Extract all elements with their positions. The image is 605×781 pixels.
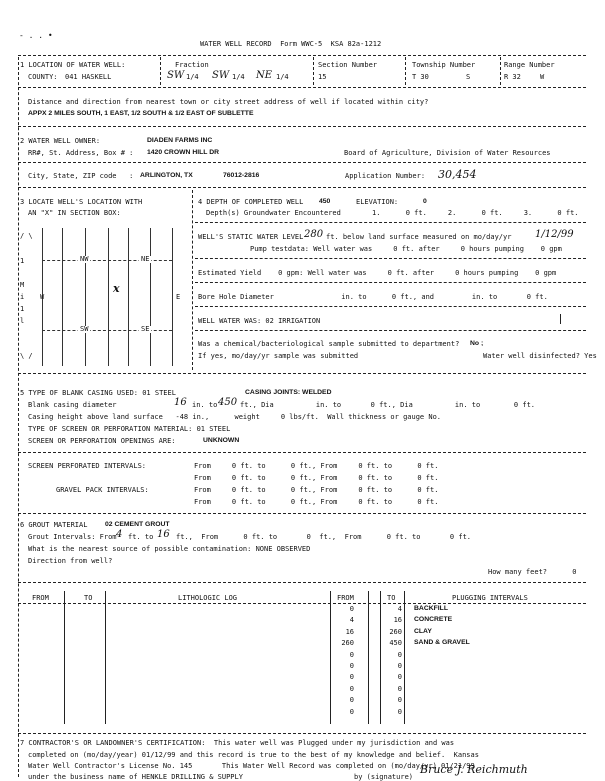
plug-from-cell: 0 bbox=[349, 696, 354, 704]
casing-height: Casing height above land surface -48 in., weight 0 lbs/ft. Wall thickness or gauge No. bbox=[28, 413, 442, 421]
elevation-label: ELEVATION: bbox=[356, 198, 399, 206]
direction-from-well: Direction from well? bbox=[28, 557, 113, 565]
rule bbox=[18, 126, 586, 127]
direction-answer: APPX 2 MILES SOUTH, 1 EAST, 1/2 SOUTH & 1/2 EAST OF SUBLETTE bbox=[28, 110, 254, 117]
owner-name: DIADEN FARMS INC bbox=[147, 137, 213, 144]
section-box-line bbox=[85, 228, 86, 366]
static-date: 1/12/99 bbox=[535, 229, 574, 240]
township-dir: S bbox=[466, 73, 471, 81]
plug-from-cell: 0 bbox=[349, 651, 354, 659]
screen-interval-row: From 0 ft. to 0 ft., From 0 ft. to 0 ft. bbox=[194, 474, 439, 482]
casing-depth: 450 bbox=[218, 397, 238, 408]
plug-to-cell: 0 bbox=[397, 696, 402, 704]
disinfected: Water well disinfected? Yes bbox=[483, 352, 597, 360]
certification-line-4: under the business name of HENKLE DRILLING & SUPPLY bbox=[28, 773, 243, 781]
contamination-source: What is the nearest source of possible contamination: NONE OBSERVED bbox=[28, 545, 311, 553]
static-value: 280 bbox=[304, 229, 324, 240]
depth-value: 450 bbox=[319, 198, 331, 205]
section-box-se: SE bbox=[141, 325, 150, 333]
application-number: 30,454 bbox=[438, 168, 477, 181]
section-box-ne: NE bbox=[141, 255, 150, 263]
township-value: T 30 bbox=[412, 73, 429, 81]
chem-question: Was a chemical/bacteriological sample submitted to department? bbox=[198, 340, 460, 348]
gravel-interval-row: From 0 ft. to 0 ft., From 0 ft. to 0 ft. bbox=[194, 498, 439, 506]
locate-label: 3 LOCATE WELL'S LOCATION WITH bbox=[20, 198, 143, 206]
rule bbox=[195, 282, 586, 283]
rule bbox=[195, 306, 586, 307]
rule bbox=[195, 258, 586, 259]
divider bbox=[500, 57, 501, 85]
range-dir: W bbox=[540, 73, 545, 81]
elevation-value: 0 bbox=[423, 198, 427, 205]
grout-material: 02 CEMENT GROUT bbox=[105, 521, 170, 528]
rule bbox=[18, 603, 586, 604]
log-column-line bbox=[404, 591, 405, 724]
depth-label: 4 DEPTH OF COMPLETED WELL bbox=[198, 198, 304, 206]
rule bbox=[18, 733, 586, 734]
compass-slash-bottom: \ / bbox=[20, 352, 33, 360]
range-label: Range Number bbox=[504, 61, 555, 69]
owner-city: ARLINGTON, TX bbox=[140, 172, 193, 179]
openings-value: UNKNOWN bbox=[203, 437, 240, 444]
section-box-e: E bbox=[176, 293, 181, 301]
screen-interval-row: From 0 ft. to 0 ft., From 0 ft. to 0 ft. bbox=[194, 462, 439, 470]
bore-hole: Bore Hole Diameter in. to 0 ft., and in. to 0 ft. bbox=[198, 293, 548, 301]
plug-to-cell: 16 bbox=[393, 616, 402, 624]
compass-slash-top: / \ bbox=[20, 232, 33, 240]
section-box-line bbox=[108, 228, 109, 366]
plug-from-cell: 4 bbox=[349, 616, 354, 624]
signature-label: by (signature) bbox=[354, 773, 414, 781]
rule bbox=[18, 452, 586, 453]
plug-to-cell: 0 bbox=[397, 673, 402, 681]
owner-zip: 76012-2816 bbox=[223, 172, 260, 179]
page-speck: - . . • bbox=[19, 31, 53, 40]
groundwater-values: 1. 0 ft. 2. 0 ft. 3. 0 ft. bbox=[372, 209, 579, 217]
log-column-line bbox=[64, 591, 65, 724]
address-label: RR#, St. Address, Box # : bbox=[28, 149, 134, 157]
owner-label: 2 WATER WELL OWNER: bbox=[20, 137, 101, 145]
side-mark-i: i bbox=[20, 293, 25, 301]
rule bbox=[18, 373, 586, 374]
grout-to: 16 bbox=[157, 529, 170, 540]
openings-label: SCREEN OR PERFORATION OPENINGS ARE: bbox=[28, 437, 176, 445]
grout-to-label: ft. to bbox=[128, 533, 154, 541]
section-label: Section Number bbox=[318, 61, 378, 69]
quarter-2: SW bbox=[212, 70, 230, 81]
pump-test: Pump testdata: Well water was 0 ft. after 0 hours pumping 0 gpm bbox=[250, 245, 562, 253]
grout-from: 4 bbox=[116, 529, 123, 540]
grout-intervals-label: Grout Intervals: From bbox=[28, 533, 117, 541]
divider bbox=[405, 57, 406, 85]
casing-diameter-to: in. to bbox=[192, 401, 218, 409]
plug-to-cell: 260 bbox=[389, 628, 402, 636]
page-left-border bbox=[18, 57, 19, 777]
static-rest: ft. below land surface measured on mo/day/yr bbox=[326, 233, 512, 241]
location-label: 1 LOCATION OF WATER WELL: bbox=[20, 61, 126, 69]
static-label: WELL'S STATIC WATER LEVEL bbox=[198, 233, 304, 241]
board-label: Board of Agriculture, Division of Water Resources bbox=[344, 149, 551, 157]
direction-question: Distance and direction from nearest town or city street address of well if located within city? bbox=[28, 98, 429, 106]
gravel-intervals-label: GRAVEL PACK INTERVALS: bbox=[56, 486, 149, 494]
groundwater-label: Depth(s) Groundwater Encountered bbox=[206, 209, 341, 217]
log-column-line bbox=[380, 591, 381, 724]
side-mark-e: l bbox=[20, 317, 25, 325]
grout-label: 6 GROUT MATERIAL bbox=[20, 521, 88, 529]
certification-line-3: Water Well Contractor's License No. 145 This Water Well Record was completed on (mo/day/yr) 01/21/99 bbox=[28, 762, 475, 770]
county-label: COUNTY: bbox=[28, 73, 58, 81]
plug-from-cell: 0 bbox=[349, 708, 354, 716]
log-header-to: TO bbox=[84, 594, 93, 602]
side-mark-m: M bbox=[20, 281, 25, 289]
plug-description-cell: CONCRETE bbox=[414, 616, 453, 623]
screen-type: TYPE OF SCREEN OR PERFORATION MATERIAL: 01 STEEL bbox=[28, 425, 231, 433]
county-value: 041 HASKELL bbox=[65, 73, 112, 81]
log-column-line bbox=[368, 591, 369, 724]
rule bbox=[18, 162, 586, 163]
casing-diameter: 16 bbox=[174, 397, 187, 408]
plug-to-cell: 450 bbox=[389, 639, 402, 647]
log-column-line bbox=[105, 591, 106, 724]
casing-diameter-rest: ft., Dia in. to 0 ft., Dia in. to 0 ft. bbox=[240, 401, 536, 409]
plug-from-cell: 0 bbox=[349, 685, 354, 693]
plug-from-cell: 0 bbox=[349, 662, 354, 670]
log-header-lithologic: LITHOLOGIC LOG bbox=[178, 594, 238, 602]
estimated-yield: Estimated Yield 0 gpm: Well water was 0 ft. after 0 hours pumping 0 gpm bbox=[198, 269, 557, 277]
certification-line-2: completed on (mo/day/year) 01/12/99 and this record is true to the best of my knowledge and belief. Kansas bbox=[28, 751, 479, 759]
plug-from-cell: 0 bbox=[349, 605, 354, 613]
plug-description-cell: CLAY bbox=[414, 628, 432, 635]
divider bbox=[192, 190, 193, 370]
log-header-from: FROM bbox=[32, 594, 49, 602]
casing-diameter-label: Blank casing diameter bbox=[28, 401, 117, 409]
casing-type: 5 TYPE OF BLANK CASING USED: 01 STEEL bbox=[20, 389, 176, 397]
township-label: Township Number bbox=[412, 61, 476, 69]
section-box-line bbox=[62, 228, 63, 366]
side-mark-l: 1 bbox=[20, 305, 25, 313]
plug-to-cell: 0 bbox=[397, 662, 402, 670]
section-value: 15 bbox=[318, 73, 327, 81]
section-box-line bbox=[42, 330, 172, 331]
quarter-2-unit: 1/4 bbox=[232, 73, 245, 81]
how-many-feet: How many feet? 0 bbox=[488, 568, 577, 576]
plug-to-cell: 0 bbox=[397, 685, 402, 693]
section-box-line bbox=[128, 228, 129, 366]
well-use: WELL WATER WAS: 02 IRRIGATION bbox=[198, 317, 321, 325]
rule bbox=[18, 187, 586, 188]
section-box-w: W bbox=[40, 293, 45, 301]
plug-description-cell: BACKFILL bbox=[414, 605, 448, 612]
range-value: R 32 bbox=[504, 73, 521, 81]
side-mark-1: 1 bbox=[20, 257, 25, 265]
rule bbox=[195, 330, 586, 331]
casing-joints: CASING JOINTS: WELDED bbox=[245, 389, 332, 396]
form-title: WATER WELL RECORD Form WWC-5 KSA 82a-1212 bbox=[200, 40, 382, 48]
grout-rest: ft., From 0 ft. to 0 ft., From 0 ft. to 0 ft. bbox=[176, 533, 472, 541]
log-header-plugging: PLUGGING INTERVALS bbox=[452, 594, 528, 602]
plug-from-cell: 0 bbox=[349, 673, 354, 681]
fraction-label: Fraction bbox=[175, 61, 209, 69]
divider bbox=[560, 314, 561, 324]
log-column-line bbox=[330, 591, 331, 724]
plug-to-cell: 4 bbox=[397, 605, 402, 613]
quarter-1-unit: 1/4 bbox=[186, 73, 199, 81]
divider bbox=[160, 57, 161, 85]
quarter-3-unit: 1/4 bbox=[276, 73, 289, 81]
section-box-line bbox=[172, 228, 173, 366]
quarter-1: SW bbox=[167, 70, 185, 81]
rule bbox=[18, 87, 586, 88]
quarter-3: NE bbox=[256, 70, 273, 81]
city-label: City, State, ZIP code : bbox=[28, 172, 134, 180]
plug-description-cell: SAND & GRAVEL bbox=[414, 639, 470, 646]
owner-address: 1420 CROWN HILL DR bbox=[147, 149, 220, 156]
section-box-line bbox=[150, 228, 151, 366]
application-label: Application Number: bbox=[345, 172, 426, 180]
rule bbox=[195, 222, 586, 223]
rule bbox=[18, 582, 586, 583]
log-header-plug-from: FROM bbox=[337, 594, 354, 602]
divider bbox=[313, 57, 314, 85]
plug-to-cell: 0 bbox=[397, 708, 402, 716]
screen-intervals-label: SCREEN PERFORATED INTERVALS: bbox=[28, 462, 147, 470]
gravel-interval-row: From 0 ft. to 0 ft., From 0 ft. to 0 ft. bbox=[194, 486, 439, 494]
plug-to-cell: 0 bbox=[397, 651, 402, 659]
chem-answer: No ; bbox=[470, 340, 484, 347]
plug-from-cell: 16 bbox=[345, 628, 354, 636]
rule bbox=[18, 55, 586, 56]
section-box-line bbox=[42, 260, 172, 261]
locate-label-2: AN "X" IN SECTION BOX: bbox=[28, 209, 121, 217]
section-box-nw: NW bbox=[80, 255, 89, 263]
signature: Bruce J. Reichmuth bbox=[420, 763, 528, 776]
certification-line-1: 7 CONTRACTOR'S OR LANDOWNER'S CERTIFICATION: This water well was Plugged under my jurisdiction and was bbox=[20, 739, 455, 747]
rule bbox=[18, 513, 586, 514]
sample-submitted: If yes, mo/day/yr sample was submitted bbox=[198, 352, 359, 360]
section-box-sw: SW bbox=[80, 325, 89, 333]
log-header-plug-to: TO bbox=[387, 594, 396, 602]
plug-from-cell: 260 bbox=[341, 639, 354, 647]
well-location-x: x bbox=[113, 282, 120, 295]
